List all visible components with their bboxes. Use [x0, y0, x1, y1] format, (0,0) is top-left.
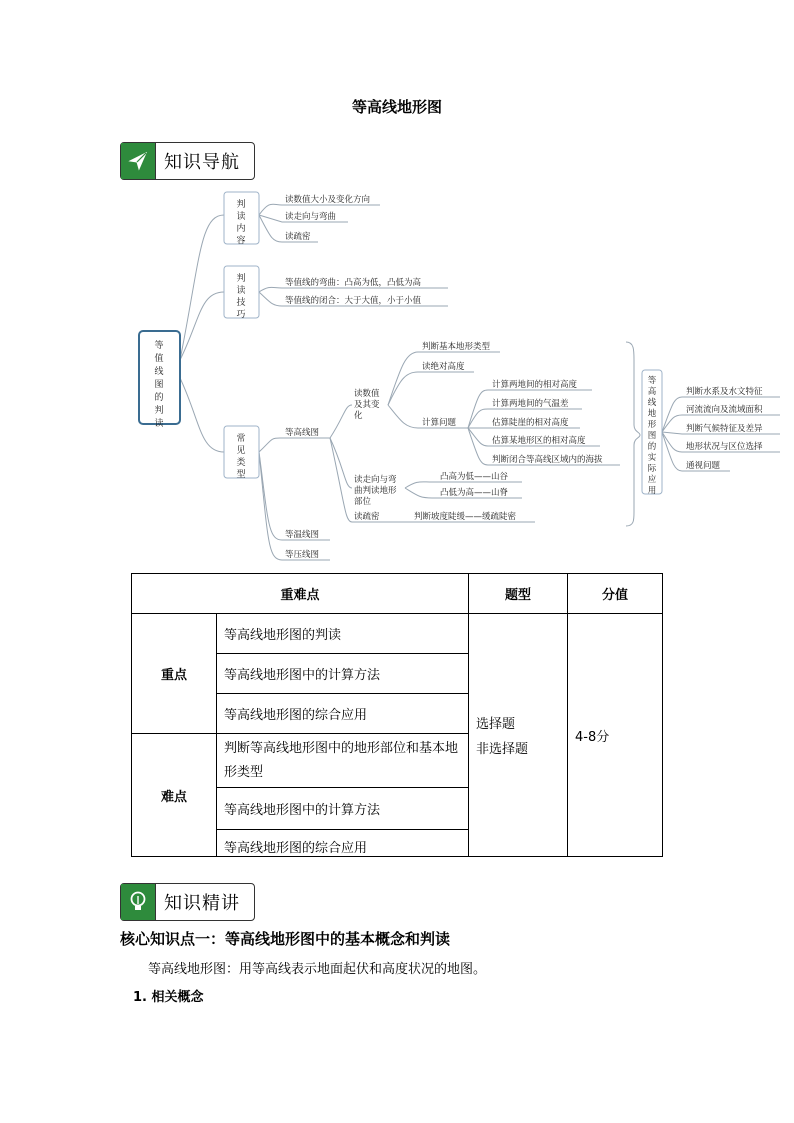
mm-item: 凸低为高——山脊 [440, 488, 509, 498]
header-cell: 分值 [568, 574, 663, 614]
lightbulb-icon [121, 884, 156, 920]
mm-item: 估算陡崖的相对高度 [492, 418, 569, 428]
knowledge-detail-banner [120, 883, 255, 921]
mm-item: 计算两地间的相对高度 [492, 380, 578, 390]
banner-label: 知识导航 [164, 152, 240, 173]
mm-item: 河流流向及流域面积 [686, 405, 763, 415]
question-type: 选择题 [476, 717, 516, 732]
mm-item: 读数值大小及变化方向 [285, 195, 371, 205]
mm-item: 地形状况与区位选择 [686, 442, 763, 452]
mm-item: 读走向与弯曲 [285, 212, 337, 222]
mm-item: 等高线图 [285, 428, 320, 438]
table-cell: 等高线地形图的综合应用 [217, 694, 469, 734]
branch-application: 等高线地形图的实际应用 [647, 376, 657, 496]
mm-item: 判断基本地形类型 [422, 342, 491, 352]
mm-item: 等值线的弯曲：凸高为低，凸低为高 [285, 278, 422, 288]
question-type-cell [469, 614, 568, 857]
header-cell: 题型 [469, 574, 568, 614]
score-cell: 4-8分 [568, 614, 663, 857]
branch-types: 常见类型 [236, 434, 246, 480]
table-cell: 判断等高线地形图中的地形部位和基本地形类型 [217, 734, 469, 788]
mm-item-read-value: 读数值及其变化 [354, 389, 380, 421]
mm-item: 等值线的闭合：大于大值，小于小值 [285, 296, 422, 306]
branch-skill: 判读技巧 [236, 274, 246, 320]
banner-label: 知识精讲 [164, 893, 240, 914]
table-cell: 等高线地形图的综合应用 [217, 830, 469, 857]
mm-item: 判断坡度陡缓——缓疏陡密 [414, 512, 517, 522]
mm-item-trend: 读走向与弯曲判读地形部位 [354, 475, 397, 507]
mm-item: 读疏密 [285, 232, 311, 242]
mm-item: 估算某地形区的相对高度 [492, 436, 586, 446]
mm-item: 凸高为低——山谷 [440, 472, 509, 482]
section-intro: 等高线地形图：用等高线表示地面起伏和高度状况的地图。 [148, 962, 487, 977]
mm-item: 判断水系及水文特征 [686, 387, 763, 397]
table-cell: 等高线地形图中的计算方法 [217, 788, 469, 830]
mm-item: 计算两地间的气温差 [492, 399, 569, 409]
mm-item: 读绝对高度 [422, 362, 465, 372]
mm-item: 通视问题 [686, 461, 721, 471]
mm-item: 计算问题 [422, 418, 457, 428]
mindmap-root: 等值线图的判读 [154, 341, 164, 429]
mm-item: 等温线图 [285, 530, 320, 540]
branch-content: 判读内容 [236, 200, 246, 246]
mm-item: 读疏密 [354, 512, 380, 522]
page-title: 等高线地形图 [351, 98, 442, 116]
table-cell: 等高线地形图中的计算方法 [217, 654, 469, 694]
key-label: 重点 [132, 614, 217, 734]
table-cell: 等高线地形图的判读 [217, 614, 469, 654]
question-type: 非选择题 [476, 742, 529, 757]
section-title: 核心知识点一：等高线地形图中的基本概念和判读 [120, 930, 451, 948]
header-cell: 重难点 [132, 574, 469, 614]
mm-item: 判断气候特征及差异 [686, 424, 763, 434]
mm-item: 等压线图 [285, 550, 320, 560]
key-points-table [131, 573, 663, 857]
hard-label: 难点 [132, 734, 217, 857]
subsection-title: 1. 相关概念 [133, 990, 204, 1005]
mm-item: 判断闭合等高线区域内的海拔 [492, 455, 603, 465]
